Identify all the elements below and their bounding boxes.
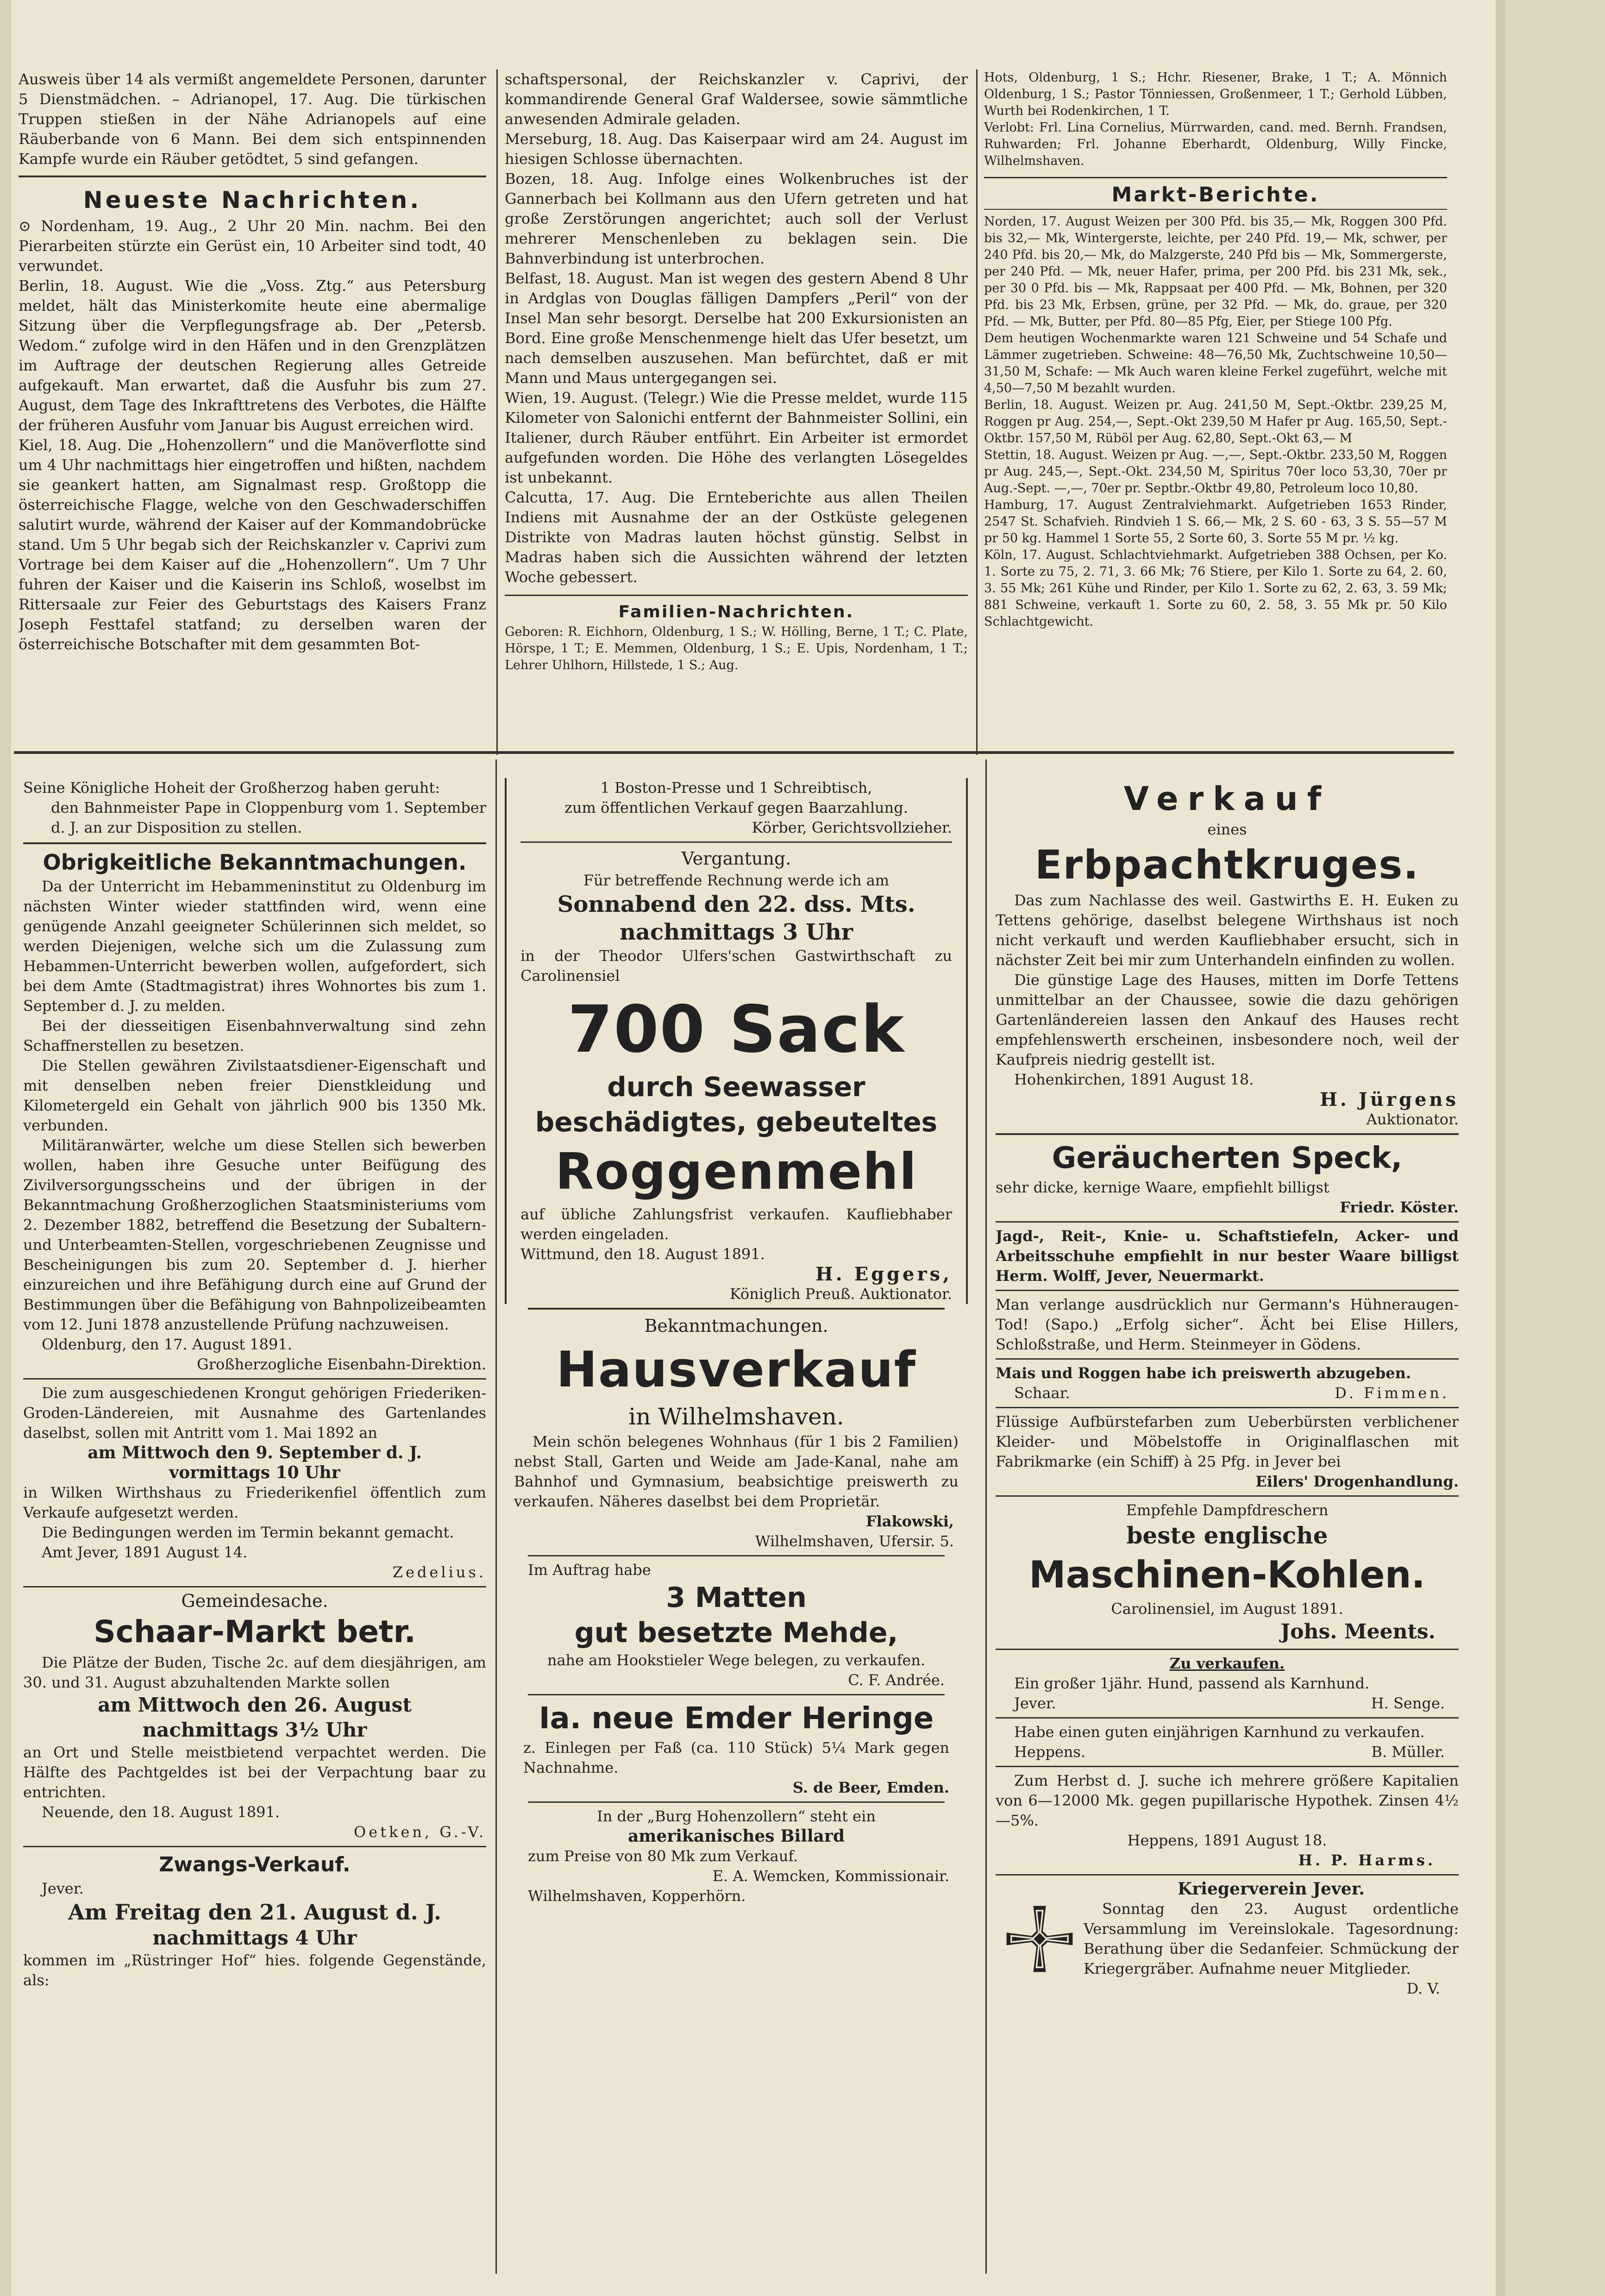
ad-place: Jever. — [1014, 1694, 1056, 1712]
divider — [996, 1495, 1459, 1497]
announcements-heading: Bekanntmachungen. — [644, 1316, 828, 1336]
article-text: Berlin, 18. August. Wie die „Voss. Ztg.“ aus Petersburg meldet, hält das Ministerkomite heute eine abermalige Sitzung über die Verpflegungsfrage ab. Der „Petersb. Wedom.“ zufolge wird in den Häfen und in den Grenzplätzen im Auftrage der deutschen Regierung alles Getreide aufgekauft. Man erwartet, daß die Ausfuhr bis zum 27. August, dem Tage des Inkrafttretens des Verbotes, die Hälfte der früheren Ausfuhr vom Januar bis August erreichen wird. — [19, 277, 486, 434]
notice-signature: Zedelius. — [392, 1563, 486, 1581]
article-text: Ausweis über 14 als vermißt angemeldete Personen, darunter 5 Dienstmädchen. – Adrianopel, 17. Aug. Die türkischen Truppen stießen in der Nähe Adrianopels auf eine Räuberbande von 6 Mann. Bei dem sich entspinnenden Kampfe wurde ein Räuber getödtet, 5 sind gefangen. — [19, 70, 486, 168]
article-text: Belfast, 18. August. Man ist wegen des gestern Abend 8 Uhr in Ardglas von Douglas fälligen Dampfers „Peril“ von der Insel Man sehr besorgt. Derselbe hat 200 Exkursionisten an Bord. Eine große Menschenmenge hielt das Ufer besetzt, um nach demselben auszusehen. Man befürchtet, daß er mit Mann und Maus untergegangen sei. — [505, 270, 968, 387]
divider — [984, 177, 1447, 178]
ad-text: Empfehle Dampfdreschern — [1126, 1501, 1329, 1519]
notice-date: Neuende, den 18. August 1891. — [42, 1803, 280, 1821]
article-text: Merseburg, 18. Aug. Das Kaiserpaar wird am 24. August im hiesigen Schlosse übernachten. — [505, 130, 968, 168]
ad-text: Seine Königliche Hoheit der Großherzog haben geruht: — [23, 779, 440, 797]
column-rule — [495, 759, 497, 2274]
headline-roggenmehl: Roggenmehl — [555, 1143, 917, 1201]
ad-signature: D. Fimmen. — [1335, 1384, 1449, 1402]
divider — [996, 1133, 1459, 1135]
column-rule — [976, 69, 978, 755]
headline-seawater: durch Seewasser beschädigtes, gebeuteltes — [535, 1071, 938, 1138]
sale-subheading: eines — [1207, 821, 1247, 838]
divider — [19, 176, 486, 177]
article-text: ⊙ Nordenham, 19. Aug., 2 Uhr 20 Min. nachm. Bei den Pierarbeiten stürzte ein Gerüst ein, 10 Arbeiter sind todt, 40 verwundet. — [19, 217, 486, 275]
page-gutter-shadow — [0, 0, 11, 2296]
ad-signature: Johs. Meents. — [1280, 1620, 1436, 1644]
market-report-text: Norden, 17. August Weizen per 300 Pfd. bis 35,— Mk, Roggen 300 Pfd. bis 32,— Mk, Wintergerste, leichte, per 240 Pfd. 19,— Mk, schwer, per 240 Pfd. bis 20,— Mk, do Malzgerste, 240 Pfd bis — Mk, Sommergerste, per 240 Pfd. — Mk, neuer Hafer, prima, per 200 Pfd. bis 231 Mk, sek., per 30 0 Pfd. bis — Mk, Rappsaat per 400 Pfd. — Mk, Bohnen, per 320 Pfd. bis 23 Mk, Erbsen, grüne, per 32 Pfd. — Mk, do. graue, per 320 Pfd. — Mk, Butter, per Pfd. 80—85 Pfg, Eier, per Stiege 100 Pfg. — [984, 214, 1447, 329]
ads-right-column — [996, 778, 1459, 2278]
ad-place: Heppens. — [1014, 1743, 1085, 1761]
top-column-1 — [19, 69, 486, 764]
top-column-2 — [505, 69, 968, 764]
ad-signature: Eilers' Drogenhandlung. — [1255, 1473, 1459, 1490]
divider — [528, 1801, 945, 1803]
ad-signature: C. F. Andrée. — [848, 1671, 945, 1689]
ad-date: Hohenkirchen, 1891 August 18. — [1014, 1071, 1254, 1088]
article-text: Kiel, 18. Aug. Die „Hohenzollern“ und die Manöverflotte sind um 4 Uhr nachmittags hier eingetroffen und hißten, nachdem sie geankert hatten, am Signalmast resp. Großtopp die österreichische Flagge, welche von den Geschwaderschiffen salutirt wurde, während der Kaiser auf der Kommandobrücke stand. Um 5 Uhr begab sich der Reichskanzler v. Caprivi zum Vortrage bei dem Kaiser auf die „Hohenzollern“. Um 7 Uhr fuhren der Kaiser und die Kaiserin ins Schloß, woselbst im Rittersaale zur Feier des Geburtstags des Kaisers Franz Joseph Festtafel statfand; zu derselben waren der österreichische Botschafter mit dem gesammten Bot- — [19, 436, 486, 653]
notice-date: Amt Jever, 1891 August 14. — [42, 1543, 248, 1561]
notice-text: Militäranwärter, welche um diese Stellen sich bewerben wollen, haben ihre Gesuche unter Beifügung des Zivilversorgungsscheins und der übrigen in der Bekanntmachung Großherzoglichen Staatsministeriums vom 2. Dezember 1882, betreffend die Besetzung der Subaltern- und Unterbeamten-Stellen, vorgeschriebenen Zeugnisse und Bescheinigungen bis zum 20. September d. J. hierher einzureichen und ihre Befähigung durch eine auf Grund der Bestimmungen über die Befähigung von Bahnpolizeibeamten vom 12. Juni 1878 anzustellende Prüfung nachzuweisen. — [23, 1136, 486, 1333]
divider — [23, 1378, 486, 1380]
ad-text: Sonntag den 23. August ordentliche Versammlung im Vereinslokale. Tagesordnung: Berathung über die Sedanfeier. Schmückung der Kriegergräber. Aufnahme neuer Mitglieder. — [1084, 1900, 1459, 1977]
headline-kohlen: Maschinen-Kohlen. — [1029, 1553, 1425, 1596]
official-notices-heading: Obrigkeitliche Bekanntmachungen. — [43, 850, 467, 875]
sale-heading: Verkauf — [1123, 780, 1331, 818]
ad-line-bold: amerikanisches Billard — [627, 1826, 845, 1846]
ad-text: sehr dicke, kernige Waare, empfiehlt billigst — [996, 1179, 1329, 1196]
headline-heringe: Ia. neue Emder Heringe — [539, 1701, 934, 1736]
ad-text: Flüssige Aufbürstefarben zum Ueberbürsten verblichener Kleider- und Möbelstoffe in Originalflaschen mit Fabrikmarke (ein Schiff) à 25 Pfg. in Jever bei — [996, 1413, 1459, 1470]
notice-text: Da der Unterricht im Hebammeninstitut zu Oldenburg im nächsten Winter wieder stattfinden wird, wenn eine genügende Anzahl geeigneter Schülerinnen sich meldet, so werden Diejenigen, welche sich um die Zulassung zum Hebammen-Unterricht bewerben wollen, aufgefordert, sich bei dem Amte (Stadtmagistrat) ihres Wohnortes bis zum 1. September d. J. zu melden. — [23, 878, 486, 1015]
forced-sale-heading: Zwangs-Verkauf. — [159, 1853, 351, 1876]
engagement-text: Verlobt: Frl. Lina Cornelius, Mürrwarden, cand. med. Bernh. Frandsen, Ruhwarden; Frl. Johanne Eberhardt, Oldenburg, Willy Fincke, Wilhelmshaven. — [984, 120, 1447, 168]
ad-line: 1 Boston-Presse und 1 Schreibtisch, — [600, 779, 872, 797]
notice-time-line: nachmittags 3½ Uhr — [142, 1719, 367, 1741]
ad-date: Carolinensiel, im August 1891. — [1111, 1600, 1343, 1618]
ad-signature: Friedr. Köster. — [1340, 1198, 1459, 1216]
notice-date-line: am Mittwoch den 9. September d. J. — [88, 1443, 422, 1462]
veterans-club-heading: Kriegerverein Jever. — [1178, 1879, 1365, 1899]
headline-mehde: gut besetzte Mehde, — [574, 1617, 898, 1649]
notice-date: Oldenburg, den 17. August 1891. — [42, 1336, 292, 1353]
ad-text: den Bahnmeister Pape in Cloppenburg vom 1. September d. J. an zur Disposition zu stellen. — [51, 799, 486, 836]
notice-text: Die Stellen gewähren Zivilstaatsdiener-Eigenschaft und mit denselben neben freier Dienstkleidung und Kilometergeld ein Gehalt von jährlich 900 bis 1350 Mk. verbunden. — [23, 1057, 486, 1134]
notice-date-line: am Mittwoch den 26. August — [98, 1694, 412, 1716]
ad-signature: D. V. — [1406, 1980, 1440, 1997]
ad-text: z. Einlegen per Faß (ca. 110 Stück) 5¼ Mark gegen Nachnahme. — [523, 1739, 949, 1776]
article-text: schaftspersonal, der Reichskanzler v. Caprivi, der kommandirende General Graf Waldersee, sowie sämmtliche anwesenden Admirale geladen. — [505, 70, 968, 128]
notice-text: Die zum ausgeschiedenen Krongut gehörigen Friederiken-Groden-Ländereien, mit Ausnahme des Gartenlandes daselbst, sollen mit Antritt vom 1. Mai 1892 an — [23, 1384, 486, 1442]
notice-time-line: vormittags 10 Uhr — [169, 1463, 340, 1482]
notice-date-line: Am Freitag den 21. August d. J. — [68, 1900, 441, 1925]
article-text: Wien, 19. August. (Telegr.) Wie die Presse meldet, wurde 115 Kilometer von Salonichi entfernt der Bahnmeister Sollini, ein Italiener, durch Räuber entführt. Ein Arbeiter ist ermordet aufgefunden worden. Die Höhe des verlangten Lösegeldes ist unbekannt. — [505, 389, 968, 486]
ad-text: Ein großer 1jähr. Hund, passend als Karnhund. — [1014, 1675, 1370, 1692]
ad-text: Mais und Roggen habe ich preiswerth abzugeben. — [996, 1364, 1411, 1382]
headline-700-sack: 700 Sack — [567, 992, 905, 1067]
ad-line: zum Preise von 80 Mk zum Verkauf. — [528, 1847, 798, 1865]
notice-text: in Wilken Wirthshaus zu Friederikenfiel öffentlich zum Verkaufe aufgesetzt werden. — [23, 1484, 486, 1521]
ad-signature: S. de Beer, Emden. — [792, 1779, 949, 1796]
ad-signature-address: Wilhelmshaven, Ufersir. 5. — [755, 1532, 954, 1550]
divider — [528, 1694, 945, 1695]
divider — [996, 1649, 1459, 1650]
ad-signature: H. Senge. — [1371, 1694, 1445, 1712]
ad-text: in der Theodor Ulfers'schen Gastwirthschaft zu Carolinensiel — [520, 947, 952, 985]
notice-text: Bei der diesseitigen Eisenbahnverwaltung sind zehn Schaffnerstellen zu besetzen. — [23, 1017, 486, 1054]
divider — [984, 209, 1447, 210]
ad-signature: B. Müller. — [1371, 1743, 1445, 1761]
ad-signature-address: Wilhelmshaven, Kopperhörn. — [528, 1887, 746, 1905]
market-title: Schaar-Markt betr. — [94, 1614, 416, 1650]
column-rule — [985, 759, 987, 2274]
divider — [528, 1555, 945, 1556]
notice-text: Die Plätze der Buden, Tische 2c. auf dem diesjährigen, am 30. und 31. August abzuhaltenden Markte sollen — [23, 1654, 486, 1691]
divider — [23, 842, 486, 844]
ad-place: Schaar. — [1014, 1384, 1070, 1402]
ad-date: Wittmund, den 18. August 1891. — [520, 1245, 765, 1263]
market-report-text: Dem heutigen Wochenmarkte waren 121 Schweine und 54 Schafe und Lämmer zugetrieben. Schweine: 48—76,50 Mk, Zuchtschweine 10,50—31,50 M, Schafe: — Mk Auch waren kleine Ferkel zugeführt, welche mit 4,50—7,50 M bezahlt wurden. — [984, 331, 1447, 395]
ad-text: Im Auftrag habe — [528, 1561, 651, 1579]
divider — [996, 1874, 1459, 1876]
notice-time-line: nachmittags 4 Uhr — [152, 1926, 357, 1949]
ad-line: In der „Burg Hohenzollern“ steht ein — [597, 1807, 876, 1825]
headline-matten: 3 Matten — [666, 1581, 807, 1614]
ad-text: Habe einen guten einjährigen Karnhund zu verkaufen. — [1014, 1723, 1425, 1741]
ad-text: Jagd-, Reit-, Knie- u. Schaftstiefeln, Acker- und Arbeitsschuhe empfiehlt in nur bester Waare billigst Herm. Wolff, Jever, Neuermarkt. — [996, 1227, 1459, 1285]
auction-time: nachmittags 3 Uhr — [619, 919, 853, 945]
notice-place: Jever. — [42, 1880, 84, 1897]
notice-text: an Ort und Stelle meistbietend verpachtet werden. Die Hälfte des Pachtgeldes ist bei der Verpachtung baar zu entrichten. — [23, 1744, 486, 1801]
divider — [505, 595, 968, 596]
ad-signature: H. P. Harms. — [1298, 1851, 1436, 1869]
ad-text: Die günstige Lage des Hauses, mitten im Dorfe Tettens unmittelbar an der Chaussee, sowie die dazu gehörigen Gartenländereien lassen den Ankauf des Hauses recht empfehlenswerth erscheinen, insbesondere noch, weil der Kaufpreis niedrig gestellt ist. — [996, 971, 1459, 1068]
headline-hausverkauf: Hausverkauf — [556, 1341, 916, 1398]
divider — [520, 841, 952, 843]
market-report-text: Köln, 17. August. Schlachtviehmarkt. Aufgetrieben 388 Ochsen, per Ko. 1. Sorte zu 75, 2. 71, 3. 66 Mk; 76 Stiere, per Kilo 1. Sorte zu 64, 2. 60, 3. 55 Mk; 261 Kühe und Rinder, per Kilo 1. Sorte zu 62, 2. 63, 3. 59 Mk; 881 Schweine, verkauft 1. Sorte zu 60, 2. 58, 3. 55 Mk pr. 50 Kilo Schlachtgewicht. — [984, 548, 1447, 629]
ad-signature: Körber, Gerichtsvollzieher. — [752, 819, 952, 836]
divider — [996, 1221, 1459, 1223]
iron-cross-icon — [996, 1879, 1084, 1999]
ad-text: Das zum Nachlasse des weil. Gastwirths E. H. Euken zu Tettens gehörige, daselbst belegene Wirthshaus ist noch nicht verkauft und werden Kaufliebhaber ersucht, sich in nächster Zeit bei mir zum Unterhandeln einfinden zu wollen. — [996, 891, 1459, 969]
ads-middle-column — [505, 778, 968, 2278]
headline-location: in Wilhelmshaven. — [628, 1403, 844, 1430]
ad-signature-title: Auktionator. — [1366, 1110, 1459, 1128]
divider — [528, 1308, 945, 1310]
market-report-text: Stettin, 18. August. Weizen pr Aug. —,—, Sept.-Oktbr. 233,50 M, Roggen pr Aug. 245,—, Sept.-Okt. 234,50 M, Spiritus 70er loco 53,30, 70er pr Aug.-Sept. —,—, 70er pr. Septbr.-Oktbr 49,80, Petroleum loco 10,80. — [984, 448, 1447, 496]
notice-text: Die Bedingungen werden im Termin bekannt gemacht. — [42, 1524, 454, 1541]
divider — [996, 1766, 1459, 1767]
divider — [996, 1358, 1459, 1360]
ads-left-column — [23, 778, 486, 2278]
page-edge-shadow — [1496, 0, 1506, 2296]
column-rule — [496, 69, 498, 755]
family-news-heading: Familien-Nachrichten. — [618, 602, 854, 621]
ad-signature: E. A. Wemcken, Kommissionair. — [712, 1867, 949, 1885]
family-news-text: Geboren: R. Eichhorn, Oldenburg, 1 S.; W. Hölling, Berne, 1 T.; C. Plate, Hörspe, 1 T.; E. Memmen, Oldenburg, 1 S.; E. Upis, Nordenham, 1 T.; Lehrer Uhlhorn, Hillstede, 1 S.; Aug. — [505, 625, 968, 672]
notice-signature: Oetken, G.-V. — [353, 1823, 486, 1841]
ad-text: Mein schön belegenes Wohnhaus (für 1 bis 2 Familien) nebst Stall, Garten und Weide am Jade-Kanal, nahe am Bahnhof und Gymnasium, beabsichtige preiswerth zu verkaufen. Näheres daselbst bei dem Proprietär. — [514, 1433, 959, 1510]
ad-text: auf übliche Zahlungsfrist verkaufen. Kaufliebhaber werden eingeladen. — [520, 1205, 952, 1243]
market-report-text: Hamburg, 17. August Zentralviehmarkt. Aufgetrieben 1653 Rinder, 2547 St. Schafvieh. Rindvieh 1 S. 66,— Mk, 2 S. 60 - 63, 3 S. 55—57 M pr 50 kg. Hammel 1 Sorte 55, 2 Sorte 60, 3. Sorte 55 M pr. ½ kg. — [984, 498, 1447, 546]
divider — [23, 1846, 486, 1847]
notice-text: kommen im „Rüstringer Hof“ hies. folgende Gegenstände, als: — [23, 1951, 486, 1989]
family-news-text: Hots, Oldenburg, 1 S.; Hchr. Riesener, Brake, 1 T.; A. Mönnich Oldenburg, 1 S.; Pastor Tönniessen, Großenmeer, 1 T.; Gerhold Lübben, Wurth bei Rodenkirchen, 1 T. — [984, 70, 1447, 118]
ad-line: Für betreffende Rechnung werde ich am — [583, 872, 890, 889]
ad-text: Man verlange ausdrücklich nur Germann's Hühneraugen-Tod! (Sapo.) „Erfolg sicher“. Ächt bei Elise Hillers, Schloßstraße, und Herm. Steinmeyer in Gödens. — [996, 1296, 1459, 1353]
divider — [996, 1290, 1459, 1291]
auction-date: Sonnabend den 22. dss. Mts. — [557, 891, 915, 917]
community-heading: Gemeindesache. — [181, 1591, 328, 1611]
section-divider — [14, 751, 1454, 754]
market-reports-heading: Markt-Berichte. — [1111, 183, 1320, 207]
ad-line-bold: beste englische — [1126, 1522, 1328, 1549]
auction-heading: Vergantung. — [681, 848, 791, 869]
for-sale-heading: Zu verkaufen. — [1169, 1655, 1285, 1672]
market-report-text: Berlin, 18. August. Weizen pr. Aug. 241,50 M, Sept.-Oktbr. 239,25 M, Roggen pr Aug. 254,—, Sept.-Okt 239,50 M Hafer pr Aug. 165,50, Sept.-Oktbr. 157,50 M, Rüböl per Aug. 62,80, Sept.-Okt 63,— M — [984, 398, 1447, 445]
divider — [996, 1407, 1459, 1408]
headline-speck: Geräucherten Speck, — [1052, 1141, 1403, 1175]
ad-line: zum öffentlichen Verkauf gegen Baarzahlung. — [564, 799, 908, 816]
ad-signature: H. Eggers, — [815, 1263, 952, 1285]
section-heading: Neueste Nachrichten. — [83, 187, 422, 213]
ad-date: Heppens, 1891 August 18. — [1127, 1832, 1327, 1849]
headline-erbpachtkruges: Erbpachtkruges. — [1034, 842, 1420, 888]
article-text: Bozen, 18. Aug. Infolge eines Wolkenbruches ist der Gannerbach bei Kollmann aus den Ufern getreten und hat große Zerstörungen angerichtet; auch soll der Verlust mehrerer Menschenleben zu beklagen sein. Die Bahnverbindung ist unterbrochen. — [505, 170, 968, 267]
divider — [996, 1717, 1459, 1719]
page-edge — [1505, 0, 1605, 2296]
ad-signature-title: Königlich Preuß. Auktionator. — [729, 1285, 952, 1303]
divider — [23, 1586, 486, 1587]
notice-signature: Großherzogliche Eisenbahn-Direktion. — [197, 1355, 486, 1373]
ad-text: nahe am Hookstieler Wege belegen, zu verkaufen. — [547, 1651, 926, 1669]
ad-text: Zum Herbst d. J. suche ich mehrere größere Kapitalien von 6—12000 Mk. gegen pupillarische Hypothek. Zinsen 4½—5%. — [996, 1772, 1459, 1829]
ad-signature: H. Jürgens — [1320, 1089, 1459, 1110]
ad-signature: Flakowski, — [865, 1512, 954, 1530]
article-text: Calcutta, 17. Aug. Die Ernteberichte aus allen Theilen Indiens mit Ausnahme der an der Ostküste gelegenen Distrikte von Madras lauten höchst günstig. Selbst in Madras haben sich die Aussichten während der letzten Woche gebessert. — [505, 489, 968, 586]
top-column-3 — [984, 69, 1447, 764]
